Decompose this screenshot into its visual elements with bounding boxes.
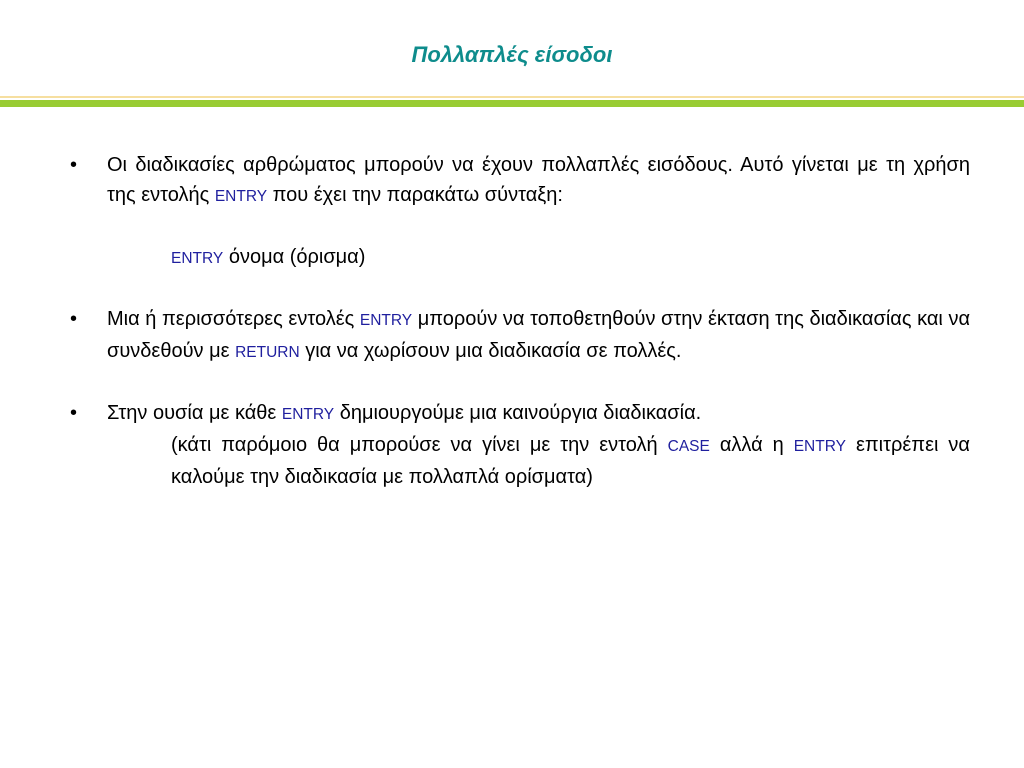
paragraph-gap bbox=[0, 368, 1024, 398]
note-text: επιτρέπει να καλούμε την διαδικασία με πολλαπλά ορίσματα) bbox=[171, 434, 970, 488]
keyword-entry: ENTRY bbox=[359, 312, 413, 329]
note-text: (κάτι παρόμοιο θα μπορούσε να γίνει με την εντολή bbox=[171, 434, 668, 456]
paragraph-gap bbox=[0, 212, 1024, 242]
bullet-item-multiple-entries bbox=[0, 304, 1024, 368]
bullet-marker: • bbox=[70, 402, 78, 424]
keyword-entry: ENTRY bbox=[793, 438, 846, 455]
header-divider-thin bbox=[0, 96, 1024, 98]
keyword-case: CASE bbox=[667, 438, 710, 455]
slide-body bbox=[0, 150, 1024, 492]
bullet-marker: • bbox=[70, 154, 78, 176]
paragraph-text: για να χωρίσουν μια διαδικασία σε πολλές. bbox=[299, 340, 682, 362]
syntax-text: όνομα (όρισμα) bbox=[223, 246, 366, 268]
keyword-entry: ENTRY bbox=[214, 188, 268, 205]
paragraph-text: μπορούν να τοποθετηθούν στην έκταση της διαδικασίας και να συνδεθούν με bbox=[107, 308, 971, 362]
paragraph-text: που έχει την παρακάτω σύνταξη: bbox=[267, 184, 563, 206]
header-divider-thick bbox=[0, 100, 1024, 107]
note-text: αλλά η bbox=[709, 434, 794, 456]
note-paragraph bbox=[0, 430, 1024, 492]
syntax-example bbox=[0, 242, 1024, 274]
paragraph-text: Μια ή περισσότερες εντολές bbox=[107, 308, 360, 330]
bullet-marker: • bbox=[70, 308, 78, 330]
bullet-item-new-procedure bbox=[0, 398, 1024, 430]
slide-title: Πολλαπλές είσοδοι bbox=[411, 42, 613, 67]
keyword-entry: ENTRY bbox=[281, 406, 335, 423]
paragraph-text: Στην ουσία με κάθε bbox=[107, 402, 282, 424]
keyword-return: RETURN bbox=[235, 344, 300, 361]
bullet-item-entry-syntax bbox=[0, 150, 1024, 212]
paragraph-text: Οι διαδικασίες αρθρώματος μπορούν να έχουν πολλαπλές εισόδους. Αυτό γίνεται με τη χρήση της εντολής bbox=[107, 154, 970, 206]
paragraph-gap bbox=[0, 274, 1024, 304]
paragraph-text: δημιουργούμε μια καινούργια διαδικασία. bbox=[334, 402, 702, 424]
keyword-entry: ENTRY bbox=[171, 250, 224, 267]
